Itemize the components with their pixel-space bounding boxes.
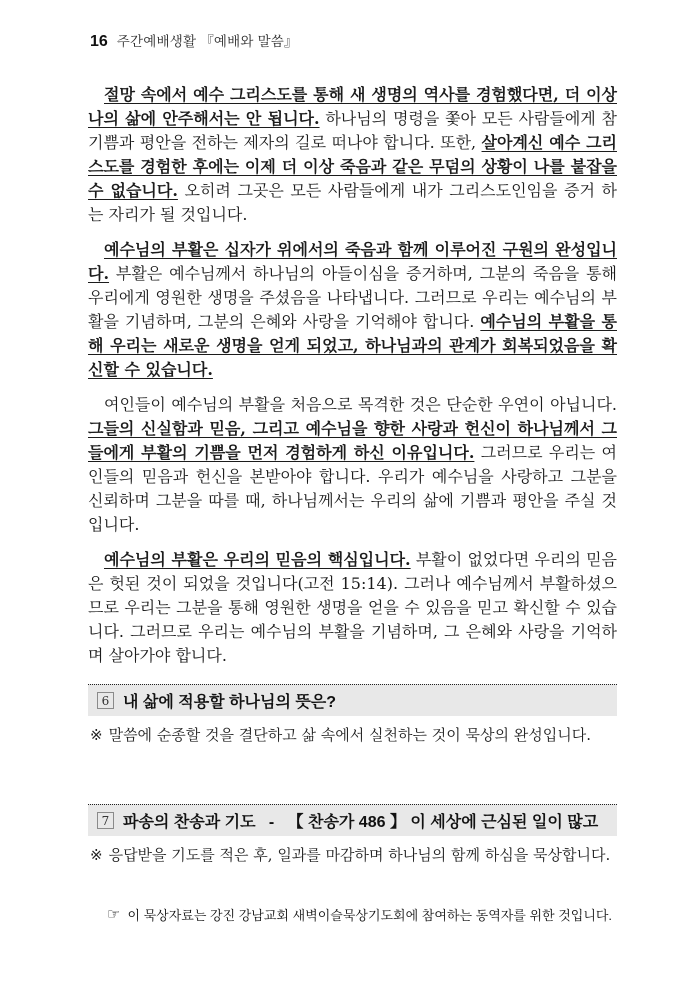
emphasized-text: 예수님의 부활은 우리의 믿음의 핵심입니다.	[104, 550, 411, 569]
plain-text: 부활은 예수님께서 하나님의 아들이심을 증거하며, 그분의 죽음을 통해 우리에게 영원한 생명을 주셨음을 나타냅니다. 그러므로 우리는 예수님의 부활을 기념하며, 그분의 은혜와 사랑을 기억해야 합니다.	[88, 264, 617, 331]
section-sending-hymn	[88, 804, 617, 865]
page-number: 16	[90, 33, 108, 50]
footer-text: 이 묵상자료는 강진 강남교회 새벽이슬묵상기도회에 참여하는 동역자를 위한 것입니다.	[127, 908, 613, 923]
plain-text: 하나님의 명령을 쫓아 모든 사람들에게 참 기쁨과 평안을 전하는 제자의 길로 떠나야 합니다. 또한,	[88, 109, 617, 152]
note-marker: ※	[90, 726, 103, 744]
section-apply-note	[90, 725, 617, 745]
body-paragraph	[88, 238, 617, 382]
emphasized-text: 예수님의 부활은 십자가 위에서의 죽음과 함께 이루어진 구원의 완성입니다.	[88, 240, 617, 283]
page-header	[90, 30, 617, 51]
emphasized-text: 절망 속에서 예수 그리스도를 통해 새 생명의 역사를 경험했다면, 더 이상 나의 삶에 안주해서는 안 됩니다.	[88, 85, 617, 128]
section-apply-title: 내 삶에 적용할 하나님의 뜻은?	[123, 694, 337, 711]
section-sending-note	[90, 845, 617, 865]
section-number-box: 6	[97, 692, 114, 709]
section-sending-title: 파송의 찬송과 기도 - 【 찬송가 486 】 이 세상에 근심된 일이 많고	[123, 814, 599, 831]
plain-text: 그러므로 우리는 여인들의 믿음과 헌신을 본받아야 합니다. 우리가 예수님을 사랑하고 그분을 신뢰하며 그분을 따를 때, 하나님께서는 우리의 삶에 기쁨과 평안을 주실 것입니다.	[88, 443, 617, 534]
section-apply	[88, 684, 617, 745]
section-apply-header-bar	[88, 684, 617, 716]
note-text: 말씀에 순종할 것을 결단하고 삶 속에서 실천하는 것이 묵상의 완성입니다.	[108, 726, 591, 744]
note-marker: ※	[90, 846, 103, 864]
book-title: 주간예배생활 『예배와 말씀』	[116, 34, 298, 49]
body-paragraph	[88, 548, 617, 668]
plain-text: 부활이 없었다면 우리의 믿음은 헛된 것이 되었을 것입니다(고전 15:14). 그러나 예수님께서 부활하셨으므로 우리는 그분을 통해 영원한 생명을 얻을 수 있음을 믿고 확신할 수 있습니다. 그러므로 우리는 예수님의 부활을 기념하며, 그 은혜와 사랑을 기억하며 살아가야 합니다.	[88, 550, 617, 665]
section-number-box: 7	[97, 812, 114, 829]
note-text: 응답받을 기도를 적은 후, 일과를 마감하며 하나님의 함께 하심을 묵상합니다.	[108, 846, 611, 864]
paragraph-container	[88, 83, 617, 668]
body-paragraph	[88, 83, 617, 227]
emphasized-text: 예수님의 부활을 통해 우리는 새로운 생명을 얻게 되었고, 하나님과의 관계가 회복되었음을 확신할 수 있습니다.	[88, 312, 617, 379]
page-footer	[107, 905, 612, 924]
plain-text: 오히려 그곳은 모든 사람들에게 내가 그리스도인임을 증거 하는 자리가 될 것입니다.	[88, 181, 617, 224]
body-paragraph	[88, 393, 617, 537]
section-sending-header-bar	[88, 804, 617, 836]
emphasized-text: 그들의 신실함과 믿음, 그리고 예수님을 향한 사랑과 헌신이 하나님께서 그들에게 부활의 기쁨을 먼저 경험하게 하신 이유입니다.	[88, 419, 617, 462]
pointing-hand-icon: ☞	[107, 906, 121, 923]
plain-text: 여인들이 예수님의 부활을 처음으로 목격한 것은 단순한 우연이 아닙니다.	[104, 395, 617, 414]
emphasized-text: 살아계신 예수 그리스도를 경험한 후에는 이제 더 이상 죽음과 같은 무덤의 상황이 나를 붙잡을 수 없습니다.	[88, 133, 617, 200]
